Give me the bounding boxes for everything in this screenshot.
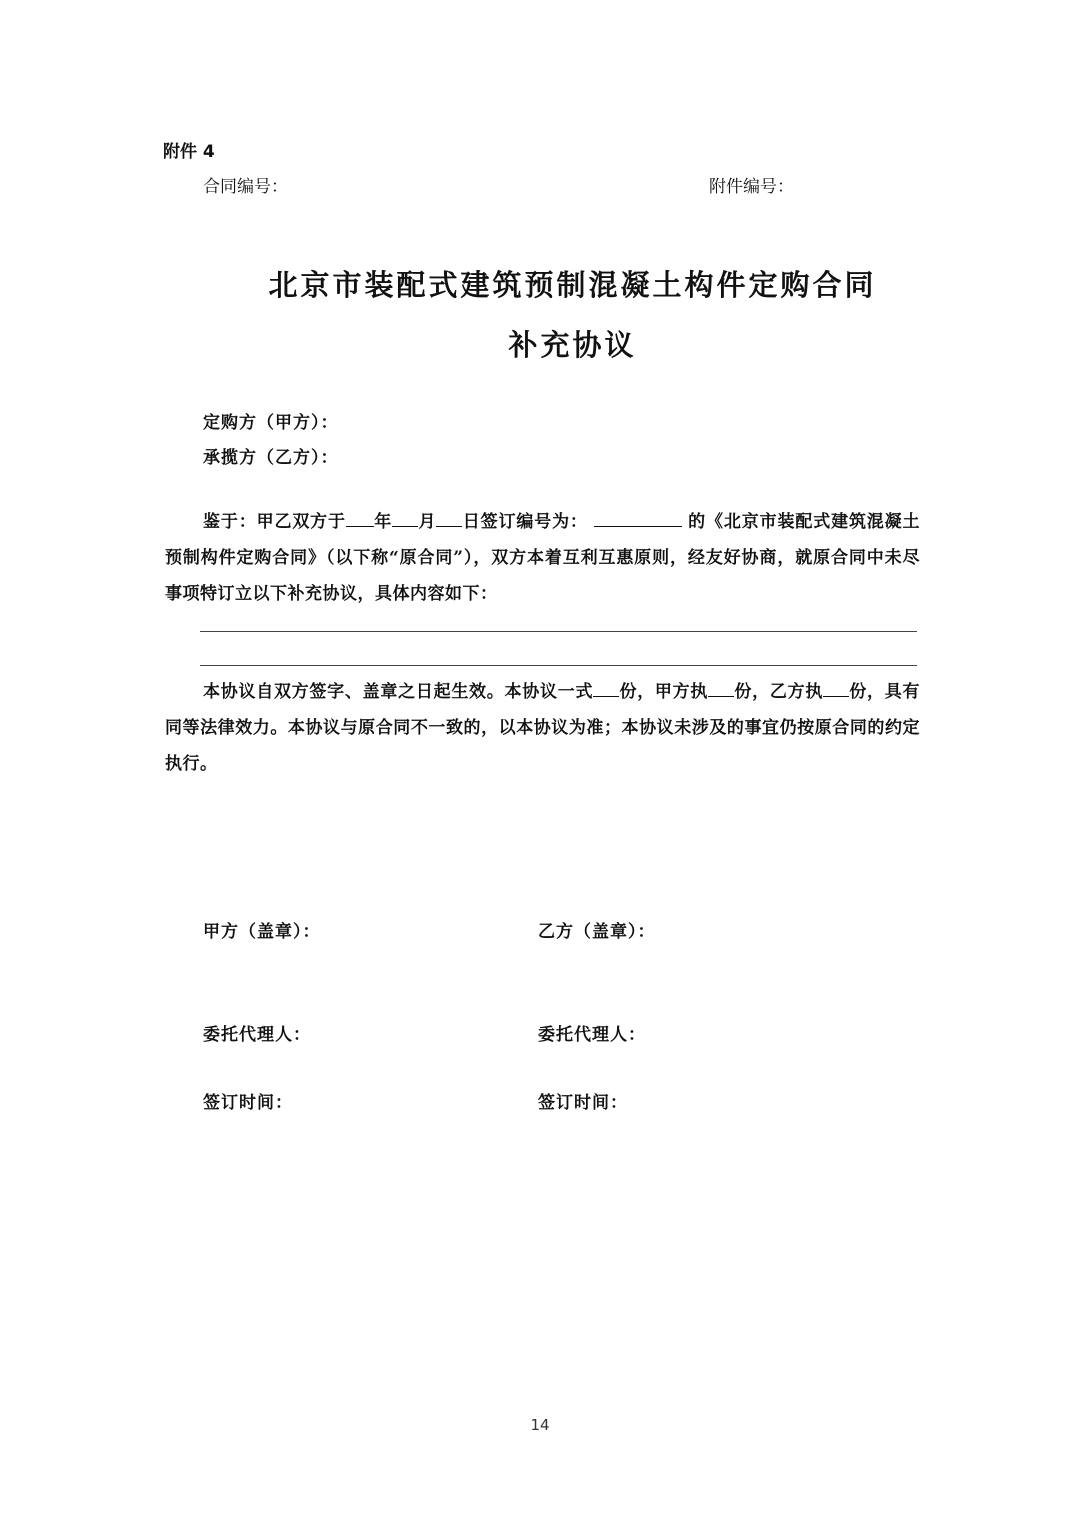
- effect-paragraph: [165, 674, 920, 782]
- blank-line-1[interactable]: [200, 631, 917, 632]
- attachment-number-label: 附件编号：: [709, 177, 794, 197]
- blank-line-2[interactable]: [200, 665, 917, 666]
- party-b-date-label: 签订时间：: [538, 1093, 628, 1113]
- year-blank[interactable]: [346, 508, 374, 527]
- effect-text-copies1: 份，甲方执: [619, 682, 709, 702]
- contractor-label: 承揽方（乙方）：: [203, 448, 339, 468]
- party-b-copies-blank[interactable]: [823, 678, 849, 697]
- party-a-copies-blank[interactable]: [708, 678, 734, 697]
- buyer-label: 定购方（甲方）：: [203, 413, 339, 433]
- year-label: 年: [373, 512, 393, 532]
- document-title: 北京市装配式建筑预制混凝土构件定购合同: [268, 268, 877, 302]
- page-number: 14: [530, 1416, 550, 1434]
- recital-text-2: 的《北京市装配式建筑混凝土预制构件定购合同》（以下称“原合同”），双方本着互利互惠原则，经友好协商，就原合同中未尽事项特订立以下补充协议，具体内容如下：: [165, 512, 921, 604]
- contract-number-label: 合同编号：: [203, 177, 288, 197]
- attachment-label: 附件 4: [163, 142, 215, 162]
- day-label: 日签订编号为：: [462, 512, 588, 532]
- party-a-seal-label: 甲方（盖章）：: [203, 922, 321, 942]
- recital-text-1: 鉴于：甲乙双方于: [203, 512, 346, 532]
- month-blank[interactable]: [392, 508, 418, 527]
- effect-text-2: 份，具有同等法律效力。本协议与原合同不一致的，以本协议为准；本协议未涉及的事宜仍按原合同的约定执行。: [165, 682, 921, 774]
- party-b-seal-label: 乙方（盖章）：: [538, 922, 656, 942]
- month-label: 月: [418, 512, 437, 532]
- document-subtitle: 补充协议: [508, 328, 637, 362]
- day-blank[interactable]: [436, 508, 462, 527]
- party-a-date-label: 签订时间：: [203, 1093, 293, 1113]
- party-a-agent-label: 委托代理人：: [203, 1025, 311, 1045]
- contract-number-blank[interactable]: [594, 508, 682, 527]
- effect-text-1: 本协议自双方签字、盖章之日起生效。本协议一式: [203, 682, 594, 702]
- total-copies-blank[interactable]: [593, 678, 619, 697]
- effect-text-copies2: 份，乙方执: [734, 682, 824, 702]
- party-b-agent-label: 委托代理人：: [538, 1025, 646, 1045]
- recital-paragraph: [165, 504, 920, 612]
